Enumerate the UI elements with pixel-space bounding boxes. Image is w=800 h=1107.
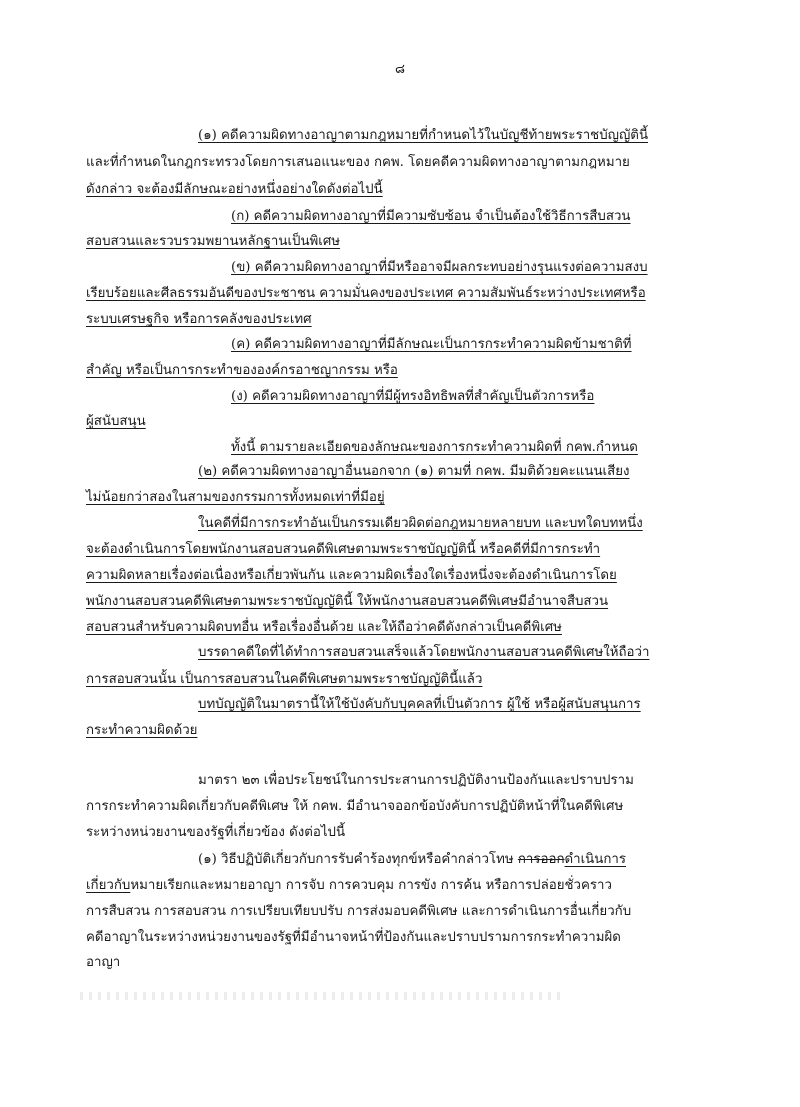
multi-offense-line-3: ความผิดหลายเรื่องต่อเนื่องหรือเกี่ยวพันกัน และความผิดเรื่องใดเรื่องหนึ่งจะต้องดำเนินการโดย [86, 568, 617, 583]
criteria-note: ทั้งนี้ ตามรายละเอียดของลักษณะของการกระทำความผิดที่ กคพ.กำหนด [231, 440, 638, 455]
section-23-item-1-line-1 [198, 850, 626, 870]
item-1-line-2: และที่กำหนดในกฎกระทรวงโดยการเสนอแนะของ กคพ. โดยคดีความผิดทางอาญาตามกฎหมาย [86, 155, 630, 170]
item-1-text: (๑) วิธีปฏิบัติเกี่ยวกับการรับคำร้องทุกข์หรือคำกล่าวโทษ [198, 852, 518, 867]
section-23-line-1: มาตรา ๒๓ เพื่อประโยชน์ในการประสานการปฏิบัติงานป้องกันและปราบปราม [198, 773, 634, 788]
section-23-item-1-line-3: การสืบสวน การสอบสวน การเปรียบเทียบปรับ การส่งมอบคดีพิเศษ และการดำเนินการอื่นเกี่ยวกับ [86, 904, 632, 919]
subitem-ngo-line-1: (ง) คดีความผิดทางอาญาที่มีผู้ทรงอิทธิพลที่สำคัญเป็นตัวการหรือ [231, 389, 595, 404]
inserted-text: ดำเนินการ [564, 852, 627, 867]
section-23-item-1-line-2 [86, 876, 612, 896]
page-number: ๘ [394, 62, 406, 77]
section-23-item-1-line-4: คดีอาญาในระหว่างหน่วยงานของรัฐที่มีอำนาจหน้าที่ป้องกันและปราบปรามการกระทำความผิด [86, 930, 621, 945]
subitem-kho-line-2: เรียบร้อยและศีลธรรมอันดีของประชาชน ความมั่นคงของประเทศ ความสัมพันธ์ระหว่างประเทศหรือ [86, 286, 646, 301]
section-23-line-3: ระหว่างหน่วยงานของรัฐที่เกี่ยวข้อง ดังต่อไปนี้ [86, 825, 346, 840]
application-line-2: กระทำความผิดด้วย [86, 723, 198, 738]
item-1-line-3: ดังกล่าว จะต้องมีลักษณะอย่างหนึ่งอย่างใดดังต่อไปนี้ [86, 182, 383, 197]
section-23-line-2: การกระทำความผิดเกี่ยวกับคดีพิเศษ ให้ กคพ. มีอำนาจออกข้อบังคับการปฏิบัติหน้าที่ในคดีพิเศษ [86, 799, 624, 814]
subitem-kho-khwai-line-2: สำคัญ หรือเป็นการกระทำขององค์กรอาชญากรรม หรือ [86, 363, 398, 378]
subitem-kho-line-1: (ข) คดีความผิดทางอาญาที่มีหรืออาจมีผลกระทบอย่างรุนแรงต่อความสงบ [231, 260, 648, 275]
item-2-line-1: (๒) คดีความผิดทางอาญาอื่นนอกจาก (๑) ตามที่ กคพ. มีมติด้วยคะแนนเสียง [198, 464, 630, 479]
subitem-kho-line-3: ระบบเศรษฐกิจ หรือการคลังของประเทศ [86, 312, 312, 327]
completed-cases-line-2: การสอบสวนนั้น เป็นการสอบสวนในคดีพิเศษตามพระราชบัญญัตินี้แล้ว [86, 672, 483, 687]
multi-offense-line-4: พนักงานสอบสวนคดีพิเศษตามพระราชบัญญัตินี้ ให้พนักงานสอบสวนคดีพิเศษมีอำนาจสืบสวน [86, 594, 609, 609]
item-2-line-2: ไม่น้อยกว่าสองในสามของกรรมการทั้งหมดเท่าที่มีอยู่ [86, 490, 385, 505]
item-1-text-continued: หมายเรียกและหมายอาญา การจับ การควบคุม การขัง การค้น หรือการปล่อยชั่วคราว [130, 878, 612, 893]
subitem-ko-line-1: (ก) คดีความผิดทางอาญาที่มีความซับซ้อน จำเป็นต้องใช้วิธีการสืบสวน [231, 209, 631, 224]
application-line-1: บทบัญญัติในมาตรานี้ให้ใช้บังคับกับบุคคลที่เป็นตัวการ ผู้ใช้ หรือผู้สนับสนุนการ [198, 697, 641, 712]
completed-cases-line-1: บรรดาคดีใดที่ได้ทำการสอบสวนเสร็จแล้วโดยพนักงานสอบสวนคดีพิเศษให้ถือว่า [198, 645, 650, 660]
scan-artifact [80, 992, 560, 1000]
multi-offense-line-1: ในคดีที่มีการกระทำอันเป็นกรรมเดียวผิดต่อกฎหมายหลายบท และบทใดบทหนึ่ง [198, 516, 643, 531]
multi-offense-line-2: จะต้องดำเนินการโดยพนักงานสอบสวนคดีพิเศษตามพระราชบัญญัตินี้ หรือคดีที่มีการกระทำ [86, 542, 601, 557]
inserted-text-continued: เกี่ยวกับ [86, 878, 131, 893]
section-23-item-1-line-5: อาญา [86, 955, 121, 970]
struck-text: การออก [517, 852, 565, 867]
subitem-ko-line-2: สอบสวนและรวบรวมพยานหลักฐานเป็นพิเศษ [86, 234, 341, 249]
subitem-ngo-line-2: ผู้สนับสนุน [86, 414, 146, 429]
item-1-line-1: (๑) คดีความผิดทางอาญาตามกฎหมายที่กำหนดไว้ในบัญชีท้ายพระราชบัญญัตินี้ [198, 128, 649, 143]
multi-offense-line-5: สอบสวนสำหรับความผิดบทอื่น หรือเรื่องอื่นด้วย และให้ถือว่าคดีดังกล่าวเป็นคดีพิเศษ [86, 620, 562, 635]
subitem-kho-khwai-line-1: (ค) คดีความผิดทางอาญาที่มีลักษณะเป็นการกระทำความผิดข้ามชาติที่ [231, 337, 632, 352]
